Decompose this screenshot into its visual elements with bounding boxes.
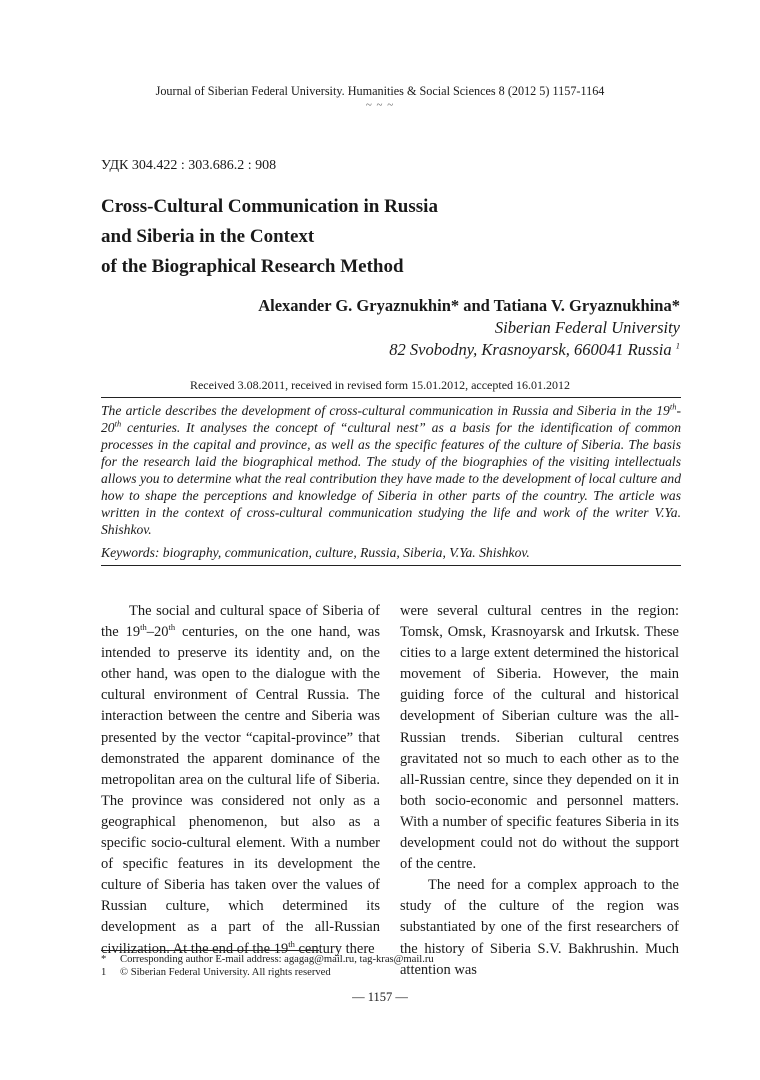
body-column-left (101, 601, 380, 960)
keywords: Keywords: biography, communication, culture, Russia, Siberia, V.Ya. Shishkov. (101, 545, 530, 560)
footnote-text: Corresponding author E-mail address: agagag@mail.ru, tag-kras@mail.ru (120, 954, 434, 965)
title-line-2: and Siberia in the Context (101, 226, 315, 247)
abstract (101, 402, 681, 538)
title-line-1: Cross-Cultural Communication in Russia (101, 196, 438, 217)
body-paragraph: were several cultural centres in the region: Tomsk, Omsk, Krasnoyarsk and Irkutsk. These cities to a large extent determined the historical movement of Siberia. However, the main guiding force of the cultural and historical development of Siberian culture was the all-Russian trends. Siberian cultural centres gravitated not so much to each other as to the all-Russian centre, since they depended on it in both socio-economic and personnel matters. With a number of specific features Siberia in its development could not do without the support of the centre. (400, 603, 679, 873)
abstract-top-rule (101, 397, 681, 398)
body-paragraph: The need for a complex approach to the study of the culture of the region was substantiated by one of the first researchers of the history of Siberia S.V. Bakhrushin. Much attention was (400, 877, 679, 978)
body-paragraph (101, 601, 380, 960)
affiliation-address (389, 340, 680, 360)
abstract-text-3: centuries. It analyses the concept of “cultural nest” as a basis for the identification of common processes in the capital and province, as well as the specific features of the culture of Siberia. The basis for the research laid the biographical method. The study of the biographies of the visiting intellectuals allows you to determine what the real contribution they have made to the development of local culture and how to shape the perceptions and knowledge of Siberia in other parts of the country. The article was written in the context of cross-cultural communication studying the life and work of the writer V.Ya. Shishkov. (101, 420, 681, 537)
footnote-corresponding-author (101, 954, 434, 965)
abstract-bottom-rule (101, 565, 681, 566)
ordinal-sup: th (168, 622, 176, 633)
footnote-mark: 1 (101, 967, 107, 978)
udc-code: УДК 304.422 : 303.686.2 : 908 (101, 158, 277, 173)
ordinal-sup: th (288, 938, 295, 949)
abstract-text-1: The article describes the development of cross-cultural communication in Russia and Siberia in the 19 (101, 403, 670, 418)
journal-header: Journal of Siberian Federal University. Humanities & Social Sciences 8 (2012 5) 1157-1164 (155, 84, 605, 98)
affiliation-university: Siberian Federal University (494, 318, 680, 337)
body-text: –20 (146, 624, 169, 641)
footnote-text: © Siberian Federal University. All rights reserved (120, 967, 331, 978)
body-text: The social and cultural space of Siberia of the 19 (101, 603, 380, 641)
body-text: century there (294, 940, 375, 957)
footnote-mark: * (101, 954, 107, 965)
received-dates: Received 3.08.2011, received in revised form 15.01.2012, accepted 16.01.2012 (189, 378, 571, 392)
abstract-sup-2: th (114, 418, 122, 429)
address-text: 82 Svobodny, Krasnoyarsk, 660041 Russia (389, 340, 672, 359)
abstract-text-2: -20 (101, 403, 681, 435)
body-text: centuries, on the one hand, was intended to preserve its identity and, on the other hand, was open to the dialogue with the cultural environment of Central Russia. The interaction between the centre and Siberia was presented by the vector “capital-province” that demonstrated the apparent dominance of the metropolitan area on the cultural life of Siberia. The province was considered not only as a geographical phenomenon, but also as a specific socio-cultural element. With a number of specific features in its development the culture of Siberia has taken over the values of Russian culture, which determined its development as a part of the all-Russian civilization. At the end of the 19 (101, 624, 380, 957)
address-footnote-mark: 1 (675, 340, 680, 351)
header-ornament: ~ ~ ~ (365, 99, 395, 111)
ordinal-sup: th (140, 622, 147, 633)
footnote-rule (101, 950, 319, 951)
page-number: — 1157 — (352, 990, 408, 1004)
authors: Alexander G. Gryaznukhin* and Tatiana V. Gryaznukhina* (258, 296, 680, 315)
title-line-3: of the Biographical Research Method (101, 256, 404, 277)
footnote-copyright (101, 967, 331, 978)
abstract-sup-1: th (669, 401, 677, 412)
body-column-right (400, 601, 679, 981)
